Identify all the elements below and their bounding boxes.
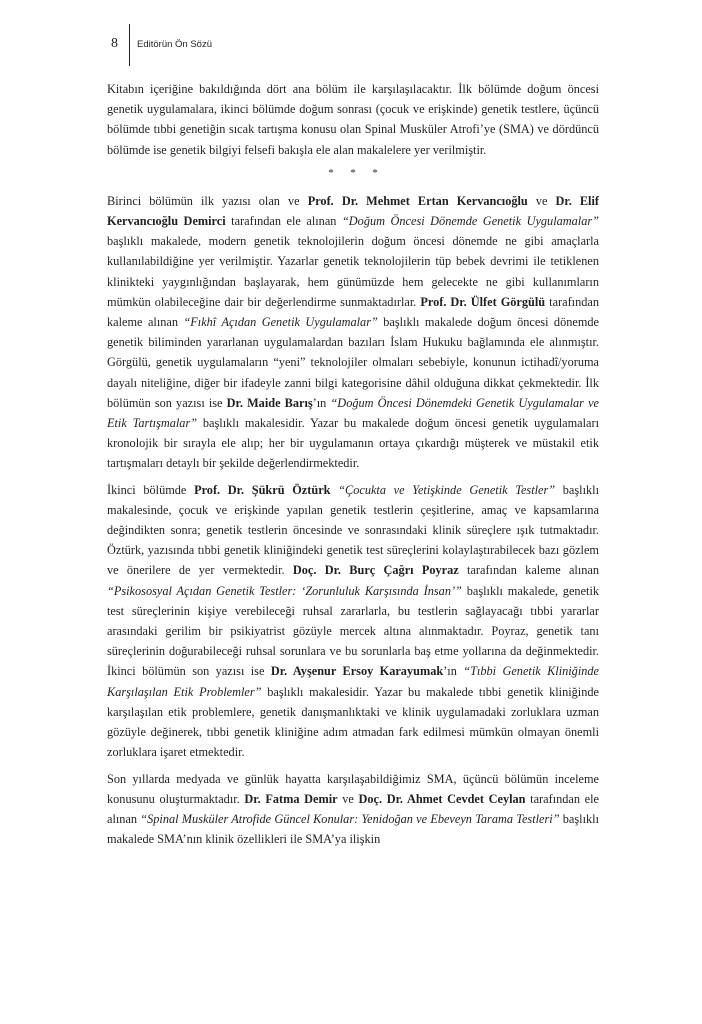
paragraph-intro: [107, 79, 599, 160]
separator-asterisk: *: [372, 166, 378, 179]
author-name: Prof. Dr. Ülfet Görgülü: [420, 294, 546, 309]
page-number: 8: [111, 36, 118, 51]
article-title: “Doğum Öncesi Dönemdeki Genetik Uygulamalar ve Etik Tartışmalar”: [107, 395, 600, 431]
text-run: ve: [527, 193, 556, 208]
article-title: “Doğum Öncesi Dönemde Genetik Uygulamalar”: [341, 214, 599, 229]
article-title: “Spinal Musküler Atrofide Güncel Konular: Yenidoğan ve Ebeveyn Tarama Testleri”: [140, 811, 560, 826]
paragraph-part-two: [107, 480, 599, 763]
header-divider: [129, 24, 130, 66]
separator-asterisk: *: [350, 166, 356, 179]
text-run: ’ın: [312, 395, 331, 410]
text-run: başlıklı makalesidir. Yazar bu makalede doğum öncesi genetik uygulamaları kronolojik bir sırayla ele alıp; her bir uygulamanın ortaya çıkardığı müşterek ve müstakil etik tartışmaları detaylı bir şekilde değerlendirmektedir.: [107, 416, 599, 471]
text-run: başlıklı makalede, modern genetik teknolojilerin doğum öncesi dönemde ne gibi amaçlarla kullanılabildiğine yer verilmiştir. Yazarlar genetik teknolojilerin tüp bebek devrimi ile tetiklenen klinikteki yaygınlığından başlayarak, hem günümüzde hem gelecekte ne gibi kullanımların mümkün olabileceğine dair bir değerlendirme sunmaktadırlar.: [107, 234, 599, 309]
text-run: tarafından kaleme alınan: [458, 563, 600, 578]
article-title: “Psikososyal Açıdan Genetik Testler: ‘Zorunluluk Karşısında İnsan’”: [107, 583, 462, 598]
page-header: [0, 0, 702, 70]
body-text: [107, 79, 599, 849]
author-name: Dr. Elif Kervancıoğlu Demirci: [107, 193, 599, 229]
author-name: Dr. Maide Barış: [226, 395, 313, 410]
paragraph-part-three: [107, 769, 599, 850]
article-title: “Çocukta ve Yetişkinde Genetik Testler”: [338, 482, 556, 497]
author-name: Dr. Fatma Demir: [244, 791, 338, 806]
author-name: Doç. Dr. Ahmet Cevdet Ceylan: [358, 791, 526, 806]
text-run: ve: [337, 791, 359, 806]
text-run: başlıklı makalesidir. Yazar bu makalede tıbbi genetik kliniğinde karşılaşılan etik problemlere, genetik danışmanlıktaki ve klinik uygulamadaki zorluklara uzman gözüyle değinerek, tıbbi genetik kliniğine adım atmadan fark edilmesi mümkün olmayan önemli zorluklara işaret etmektedir.: [107, 684, 599, 760]
article-title: “Tıbbi Genetik Kliniğinde Karşılaşılan Etik Problemler”: [107, 664, 600, 699]
text-run: başlıklı makalesinde, çocuk ve erişkinde yapılan genetik testlerin çeşitlerine, amaç ve kapsamlarına değindikten sonra; genetik testlerin öncesinde ve sonrasındaki klinik süreçlere ışık tutmaktadır. Öztürk, yazısında tıbbi genetik kliniğindeki genetik test süreçlerini kolaylaştırabilecek bazı gözlem ve önerilere de yer vermektedir.: [107, 482, 599, 578]
text-run: tarafından ele alınan: [225, 214, 342, 229]
text-run: başlıklı makalede SMA’nın klinik özellikleri ile SMA’ya ilişkin: [107, 811, 599, 847]
text-run: tarafından ele alınan: [107, 791, 599, 826]
text-run: Birinci bölümün ilk yazısı olan ve: [107, 193, 308, 208]
text-run: İkinci bölümde: [107, 482, 195, 497]
text-run: başlıklı makalede, genetik test süreçlerinin kişiye verebileceği ruhsal zararlarla, bu testlerin sağlayacağı tıbbi yararlar arasındaki gerilim bir psikiyatrist gözüyle mercek altına alınmaktadır. Poyraz, genetik tanı süreçlerinin doğurabileceği ruhsal sorunlara ve bu sorunlarla baş etme yollarına da değinmektedir. İkinci bölümün son yazısı ise: [107, 583, 600, 679]
text-run: Kitabın içeriğine bakıldığında dört ana bölüm ile karşılaşılacaktır. İlk bölümde doğum öncesi genetik uygulamalara, ikinci bölümde doğum sonrası (çocuk ve erişkinde) genetik testlere, üçüncü bölümde tıbbi genetiğin sıcak tartışma konusu olan Spinal Musküler Atrofi’ye (SMA) ve dördüncü bölümde ise genetik bilgiyi felsefi bakışla ele alan makalelere yer verilmiştir.: [107, 82, 599, 157]
running-head: Editörün Ön Sözü: [137, 39, 212, 50]
author-name: Doç. Dr. Burç Çağrı Poyraz: [292, 563, 459, 578]
article-title: “Fıkhî Açıdan Genetik Uygulamalar”: [183, 315, 378, 330]
author-name: Prof. Dr. Şükrü Öztürk: [194, 482, 331, 497]
text-run: tarafından kaleme alınan: [107, 294, 599, 330]
separator-asterisk: *: [328, 166, 334, 179]
section-separator: [107, 166, 599, 180]
author-name: Dr. Ayşenur Ersoy Karayumak: [270, 664, 444, 679]
text-run: ’ın: [443, 664, 464, 679]
text-run: başlıklı makalede doğum öncesi dönemde genetik biliminden yararlanan uygulamalardan bazıları İslam Hukuku bağlamında ele alınmıştır. Görgülü, genetik uygulamaların “yeni” teknolojiler olmaları sebebiyle, konunun ictihadî/yoruma dayalı niteliğine, diğer bir ifadeyle zanni bilgi kategorisine dâhil olduğuna dikkat çekmektedir. İlk bölümün son yazısı ise: [107, 315, 599, 410]
paragraph-part-one: [107, 191, 599, 474]
text-run: Son yıllarda medyada ve günlük hayatta karşılaşabildiğimiz SMA, üçüncü bölümün inceleme konusunu oluşturmaktadır.: [107, 771, 599, 806]
author-name: Prof. Dr. Mehmet Ertan Kervancıoğlu: [307, 193, 528, 208]
